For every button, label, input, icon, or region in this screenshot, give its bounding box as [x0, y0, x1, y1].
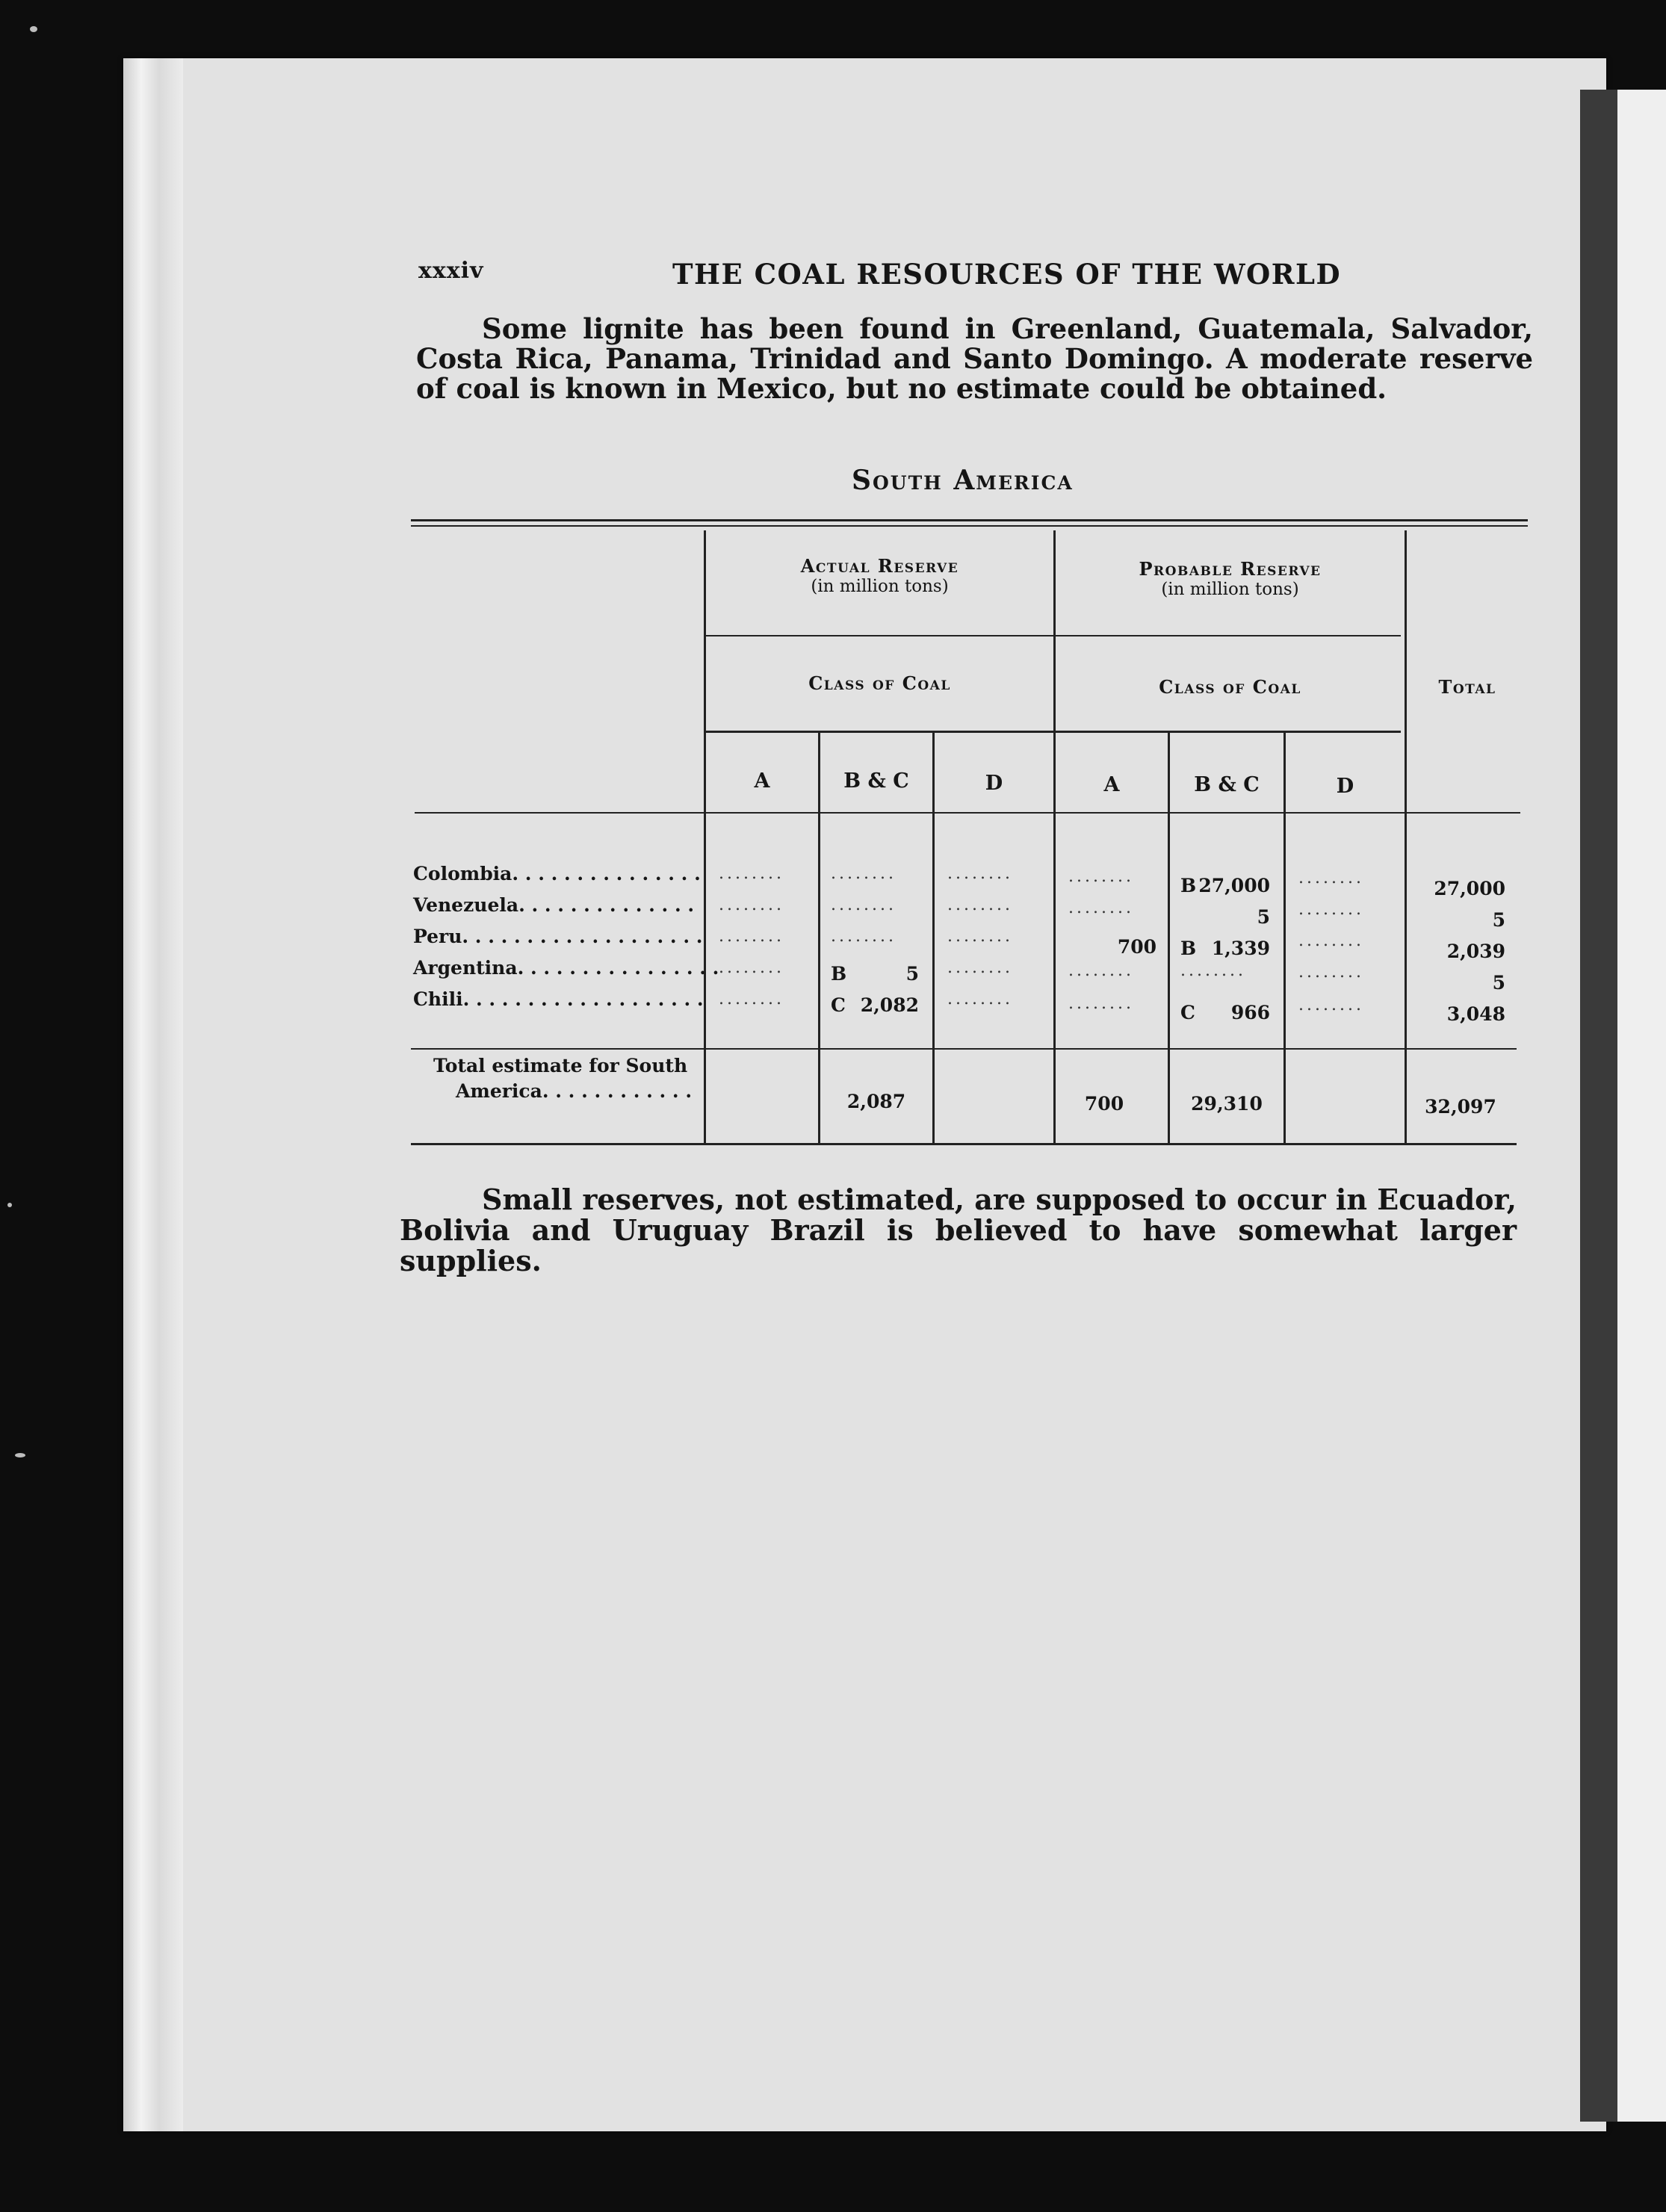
argentina-actual-bc: 5: [905, 963, 919, 985]
colombia-probable-bc: 27,000: [1198, 875, 1270, 896]
class-of-coal-actual: Class of Coal: [808, 672, 951, 694]
peru-probable-bc: 1,339: [1211, 938, 1270, 959]
scan-speck: [7, 1203, 12, 1207]
actual-reserve-header: [706, 555, 1053, 596]
class-letter: C: [1180, 1002, 1195, 1023]
total-label-line2: America. . . . . . . . . . . .: [456, 1080, 693, 1102]
venezuela-total: 5: [1492, 909, 1505, 931]
country-name: Peru: [413, 926, 462, 947]
total-row-label: [433, 1053, 692, 1104]
total-label-line1: Total estimate for South: [433, 1055, 688, 1076]
leader-dots: ........: [719, 990, 784, 1009]
leader-dots: ........: [1298, 900, 1364, 919]
leader-dots: ........: [947, 927, 1013, 946]
peru-probable-a: 700: [1117, 936, 1156, 958]
probable-reserve-label: Probable Reserve: [1139, 558, 1322, 580]
col-head-actual-a: A: [754, 769, 770, 793]
leader-dots: ........: [831, 927, 897, 946]
chili-probable-bc: 966: [1230, 1002, 1270, 1023]
country-name: Chili: [413, 988, 463, 1010]
facing-page-edge: [1617, 90, 1666, 2122]
row-label-argentina: Argentina. . . . . . . . . . . . . . . .: [413, 957, 719, 979]
leader-dots: ........: [719, 958, 784, 977]
actual-reserve-label: Actual Reserve: [800, 555, 959, 577]
class-of-coal-probable: Class of Coal: [1159, 676, 1301, 698]
leader-dots: ........: [719, 864, 784, 883]
total-header: Total: [1438, 676, 1496, 698]
leader-dots: ........: [1298, 996, 1364, 1014]
col-head-probable-a: A: [1103, 773, 1120, 796]
leader-dots: ........: [719, 896, 784, 914]
column-rule: [1053, 530, 1056, 1143]
row-label-colombia: Colombia. . . . . . . . . . . . . . .: [413, 863, 701, 885]
leader-dots: ........: [1068, 994, 1134, 1013]
class-letter: B: [1180, 938, 1197, 959]
row-label-venezuela: Venezuela. . . . . . . . . . . . . .: [413, 894, 695, 916]
table-top-rule: [411, 525, 1528, 527]
section-title: South America: [852, 465, 1074, 496]
leader-dots: ........: [1068, 961, 1134, 980]
peru-total: 2,039: [1446, 941, 1505, 962]
class-letter: B: [1180, 875, 1197, 896]
leader-dots: ........: [947, 990, 1013, 1009]
class-letter: B: [831, 963, 847, 985]
country-name: Colombia: [413, 863, 513, 885]
intro-paragraph: Some lignite has been found in Greenland, Guatemala, Salvador, Costa Rica, Panama, Trinidad and Santo Domingo. A moderate reserve of coal is known in Mexico, but no estimate could be obtained.: [416, 312, 1533, 405]
col-head-probable-bc: B & C: [1194, 773, 1260, 796]
total-probable-bc: 29,310: [1191, 1093, 1263, 1115]
book-spine: [1580, 90, 1617, 2122]
scan-speck: [15, 1453, 25, 1457]
total-actual-bc: 2,087: [846, 1091, 906, 1112]
column-head-rule: [415, 812, 1520, 814]
row-label-chili: Chili. . . . . . . . . . . . . . . . . . .: [413, 988, 704, 1010]
chili-total: 3,048: [1446, 1003, 1505, 1025]
scan-speck: [30, 26, 37, 32]
column-rule: [1405, 530, 1407, 1143]
leader-dots: ........: [719, 927, 784, 946]
leader-dots: ........: [1180, 961, 1246, 980]
leader-dots: ........: [831, 896, 897, 914]
column-rule: [704, 530, 706, 1143]
leader-dots: ........: [947, 896, 1013, 914]
table-top-rule: [411, 519, 1528, 521]
coal-reserve-table: [411, 519, 1528, 1165]
country-name: Venezuela: [413, 894, 519, 916]
grand-total: 32,097: [1425, 1096, 1496, 1118]
leader-dots: ........: [831, 864, 897, 883]
table-bottom-rule: [411, 1143, 1517, 1145]
colombia-total: 27,000: [1434, 878, 1505, 899]
argentina-total: 5: [1492, 972, 1505, 994]
leader-dots: ........: [1298, 963, 1364, 982]
leader-dots: ........: [1298, 932, 1364, 950]
class-letter: C: [831, 994, 846, 1016]
actual-reserve-unit: (in million tons): [811, 577, 949, 596]
running-title: THE COAL RESOURCES OF THE WORLD: [672, 258, 1342, 291]
chili-actual-bc: 2,082: [860, 994, 919, 1016]
leader-dots: ........: [1068, 899, 1134, 917]
col-head-actual-d: D: [985, 772, 1003, 795]
page-number: xxxiv: [418, 258, 484, 284]
probable-reserve-unit: (in million tons): [1161, 580, 1299, 599]
col-head-actual-bc: B & C: [843, 769, 909, 793]
leader-dots: ........: [1068, 867, 1134, 886]
col-head-probable-d: D: [1336, 775, 1354, 798]
venezuela-probable-bc: 5: [1257, 906, 1270, 928]
closing-paragraph: Small reserves, not estimated, are supposed to occur in Ecuador, Bolivia and Uruguay Brazil is believed to have somewhat larger supplies.: [400, 1183, 1517, 1277]
row-label-peru: Peru. . . . . . . . . . . . . . . . . . .: [413, 926, 703, 947]
total-rule: [411, 1048, 1517, 1050]
leader-dots: ........: [947, 864, 1013, 883]
country-name: Argentina: [413, 957, 518, 979]
probable-reserve-header: [1056, 558, 1405, 599]
leader-dots: ........: [1298, 869, 1364, 887]
total-probable-a: 700: [1084, 1093, 1124, 1115]
page-gutter: [123, 58, 183, 2131]
leader-dots: ........: [947, 958, 1013, 977]
